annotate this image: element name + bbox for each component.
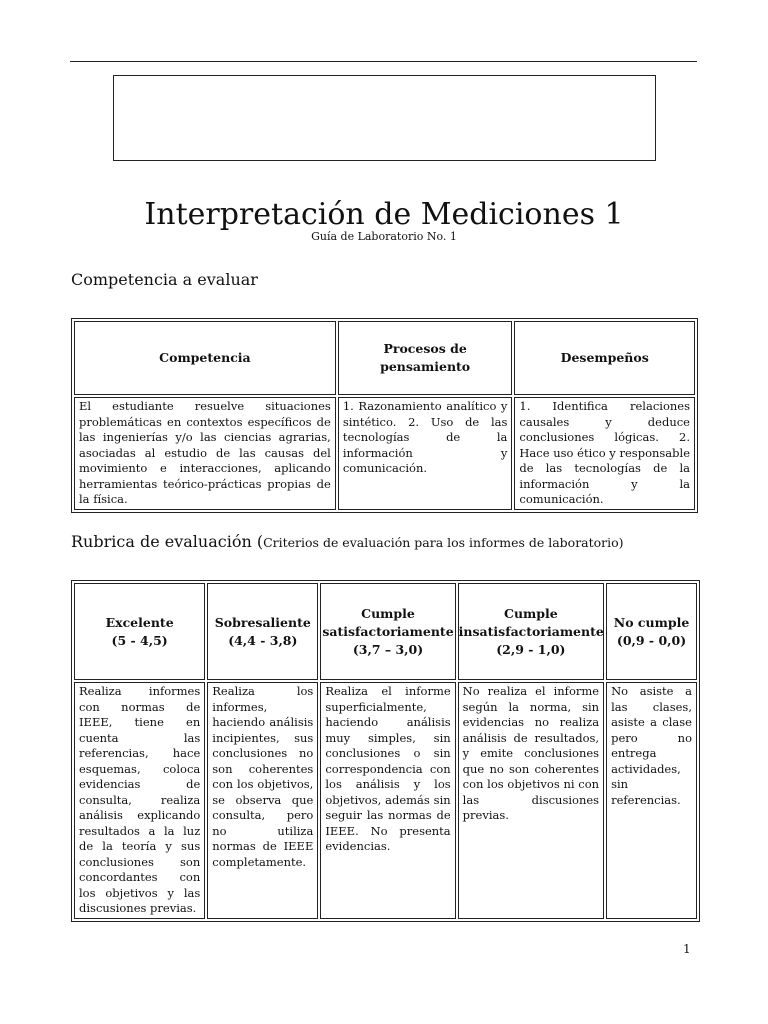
logo-placeholder-box bbox=[113, 75, 656, 161]
column-header-no-cumple bbox=[606, 583, 697, 680]
rubrica-col-range: (3,7 – 3,0) bbox=[352, 641, 424, 657]
rubrica-heading-note: Criterios de evaluación para los informes de laboratorio) bbox=[263, 535, 624, 550]
section-heading-competencia: Competencia a evaluar bbox=[71, 270, 258, 289]
table-row bbox=[74, 682, 697, 919]
rubrica-col-label: Excelente bbox=[105, 614, 174, 630]
competencia-table bbox=[71, 318, 698, 513]
page-number: 1 bbox=[683, 942, 691, 956]
rubrica-col-range: (5 - 4,5) bbox=[111, 632, 168, 648]
rubrica-col-label: Cumple insatisfactoriamente bbox=[458, 605, 604, 639]
cell-desempenos: 1. Identifica relaciones causales y deduce conclusiones lógicas. 2. Hace uso ético y responsable de las tecnologías de la información y la comunicación. bbox=[519, 399, 690, 506]
column-header-desempenos: Desempeños bbox=[514, 321, 695, 395]
page-subtitle: Guía de Laboratorio No. 1 bbox=[311, 230, 457, 243]
cell-cumple-satisfactoriamente: Realiza el informe superficialmente, haciendo análisis muy simples, sin conclusiones o sin correspondencia con los análisis y los objetivos, además sin seguir las normas de IEEE. No presenta evidencias. bbox=[325, 684, 451, 853]
table-row bbox=[74, 397, 695, 510]
rubrica-col-range: (0,9 - 0,0) bbox=[616, 632, 687, 648]
column-header-procesos: Procesos de pensamiento bbox=[338, 321, 513, 395]
cell-procesos: 1. Razonamiento analítico y sintético. 2. Uso de las tecnologías de la información y comunicación. bbox=[342, 399, 508, 475]
cell-cumple-insatisfactoriamente: No realiza el informe según la norma, sin evidencias no realiza análisis de resultados, y emite conclusiones que no son coherentes con los objetivos ni con las discusiones previas. bbox=[462, 684, 600, 822]
rubrica-col-label: No cumple bbox=[613, 614, 690, 630]
rubrica-col-label: Sobresaliente bbox=[214, 614, 311, 630]
page-title: Interpretación de Mediciones 1 bbox=[144, 197, 624, 232]
header-rule bbox=[70, 61, 697, 62]
column-header-cumple-satisfactoriamente bbox=[320, 583, 455, 680]
cell-excelente: Realiza informes con normas de IEEE, tiene en cuenta las referencias, hace esquemas, coloca evidencias de consulta, realiza análisis explicando resultados a la luz de la teoría y sus conclusiones son concordantes con los objetivos y las discusiones previas. bbox=[79, 684, 201, 915]
section-heading-rubrica bbox=[71, 532, 624, 553]
rubrica-table bbox=[71, 580, 700, 922]
column-header-sobresaliente bbox=[207, 583, 318, 680]
cell-sobresaliente: Realiza los informes, haciendo análisis incipientes, sus conclusiones no son coherentes con los objetivos, se observa que consulta, pero no utiliza normas de IEEE completamente. bbox=[212, 684, 314, 869]
rubrica-col-range: (2,9 - 1,0) bbox=[496, 641, 566, 657]
rubrica-col-range: (4,4 - 3,8) bbox=[228, 632, 298, 648]
cell-no-cumple: No asiste a las clases, asiste a clase pero no entrega actividades, sin referencias. bbox=[611, 684, 692, 807]
column-header-competencia: Competencia bbox=[74, 321, 336, 395]
rubrica-heading-text: Rubrica de evaluación ( bbox=[71, 532, 264, 551]
table-header-row bbox=[74, 321, 695, 395]
column-header-cumple-insatisfactoriamente bbox=[458, 583, 604, 680]
rubrica-col-label: Cumple satisfactoriamente bbox=[322, 605, 454, 639]
column-header-excelente bbox=[74, 583, 205, 680]
cell-competencia: El estudiante resuelve situaciones problemáticas en contextos específicos de las ingenierías y/o las ciencias agrarias, asociadas al estudio de las causas del movimiento e interacciones, aplicando herramientas teórico-prácticas propias de la física. bbox=[79, 399, 331, 506]
table-header-row bbox=[74, 583, 697, 680]
